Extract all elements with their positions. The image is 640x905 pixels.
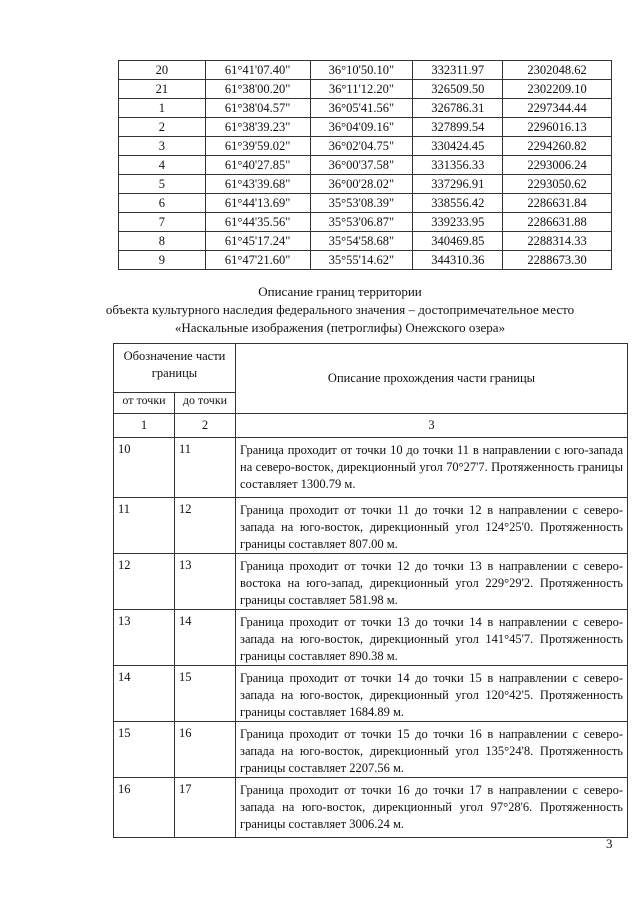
longitude: 36°04'09.16" bbox=[310, 118, 413, 137]
from-point: 12 bbox=[114, 554, 175, 610]
longitude: 35°55'14.62" bbox=[310, 251, 413, 270]
section-heading-name: «Наскальные изображения (петроглифы) Онежского озера» bbox=[174, 320, 506, 335]
to-point: 12 bbox=[175, 498, 236, 554]
point-number: 20 bbox=[119, 61, 206, 80]
column-number: 3 bbox=[236, 414, 628, 438]
boundary-description: Граница проходит от точки 11 до точки 12 в направлении с северо-запада на юго-восток, дирекционный угол 124°25'0. Протяженность границы составляет 807.00 м. bbox=[236, 498, 628, 554]
latitude: 61°44'35.56" bbox=[205, 213, 310, 232]
table-row bbox=[119, 175, 612, 194]
y-coordinate: 2288673.30 bbox=[503, 251, 612, 270]
latitude: 61°47'21.60" bbox=[205, 251, 310, 270]
from-point: 13 bbox=[114, 610, 175, 666]
table-row bbox=[119, 156, 612, 175]
boundary-description: Граница проходит от точки 14 до точки 15 в направлении с северо-запада на юго-восток, дирекционный угол 120°42'5. Протяженность границы составляет 1684.89 м. bbox=[236, 666, 628, 722]
latitude: 61°45'17.24" bbox=[205, 232, 310, 251]
x-coordinate: 327899.54 bbox=[413, 118, 503, 137]
to-point: 16 bbox=[175, 722, 236, 778]
x-coordinate: 339233.95 bbox=[413, 213, 503, 232]
x-coordinate: 344310.36 bbox=[413, 251, 503, 270]
x-coordinate: 326509.50 bbox=[413, 80, 503, 99]
y-coordinate: 2286631.84 bbox=[503, 194, 612, 213]
latitude: 61°41'07.40" bbox=[205, 61, 310, 80]
to-point: 15 bbox=[175, 666, 236, 722]
section-heading-title: Описание границ территории bbox=[258, 284, 422, 299]
longitude: 36°11'12.20" bbox=[310, 80, 413, 99]
point-number: 8 bbox=[119, 232, 206, 251]
point-number: 2 bbox=[119, 118, 206, 137]
boundary-description: Граница проходит от точки 13 до точки 14 в направлении с северо-запада на юго-восток, дирекционный угол 141°45'7. Протяженность границы составляет 890.38 м. bbox=[236, 610, 628, 666]
table-row bbox=[119, 194, 612, 213]
from-point: 14 bbox=[114, 666, 175, 722]
x-coordinate: 340469.85 bbox=[413, 232, 503, 251]
table-row bbox=[119, 232, 612, 251]
latitude: 61°38'04.57" bbox=[205, 99, 310, 118]
table-row bbox=[114, 778, 628, 838]
x-coordinate: 332311.97 bbox=[413, 61, 503, 80]
y-coordinate: 2297344.44 bbox=[503, 99, 612, 118]
from-point: 16 bbox=[114, 778, 175, 838]
table-row bbox=[114, 498, 628, 554]
header-boundary-part: Обозначение части границы bbox=[114, 344, 236, 393]
to-point: 11 bbox=[175, 438, 236, 498]
boundary-description: Граница проходит от точки 15 до точки 16 в направлении с северо-запада на юго-восток, дирекционный угол 135°24'8. Протяженность границы составляет 2207.56 м. bbox=[236, 722, 628, 778]
y-coordinate: 2288314.33 bbox=[503, 232, 612, 251]
x-coordinate: 326786.31 bbox=[413, 99, 503, 118]
table-row bbox=[114, 554, 628, 610]
longitude: 36°00'28.02" bbox=[310, 175, 413, 194]
table-row bbox=[119, 80, 612, 99]
boundary-description: Граница проходит от точки 12 до точки 13 в направлении с северо-востока на юго-запад, дирекционный угол 229°29'2. Протяженность границы составляет 581.98 м. bbox=[236, 554, 628, 610]
point-number: 6 bbox=[119, 194, 206, 213]
point-number: 21 bbox=[119, 80, 206, 99]
table-row bbox=[119, 99, 612, 118]
y-coordinate: 2293050.62 bbox=[503, 175, 612, 194]
to-point: 14 bbox=[175, 610, 236, 666]
point-number: 5 bbox=[119, 175, 206, 194]
x-coordinate: 338556.42 bbox=[413, 194, 503, 213]
table-row bbox=[114, 438, 628, 498]
point-number: 1 bbox=[119, 99, 206, 118]
y-coordinate: 2296016.13 bbox=[503, 118, 612, 137]
y-coordinate: 2302048.62 bbox=[503, 61, 612, 80]
longitude: 36°05'41.56" bbox=[310, 99, 413, 118]
boundary-description-table bbox=[113, 343, 628, 838]
longitude: 35°53'08.39" bbox=[310, 194, 413, 213]
from-point: 10 bbox=[114, 438, 175, 498]
latitude: 61°38'00.20" bbox=[205, 80, 310, 99]
table-row bbox=[119, 118, 612, 137]
table-row bbox=[119, 213, 612, 232]
longitude: 36°00'37.58" bbox=[310, 156, 413, 175]
x-coordinate: 330424.45 bbox=[413, 137, 503, 156]
column-number: 2 bbox=[175, 414, 236, 438]
longitude: 35°53'06.87" bbox=[310, 213, 413, 232]
latitude: 61°39'59.02" bbox=[205, 137, 310, 156]
table-row bbox=[119, 61, 612, 80]
point-number: 4 bbox=[119, 156, 206, 175]
section-heading-object: объекта культурного наследия федерального значения – достопримечательное место bbox=[105, 302, 575, 317]
coordinates-table bbox=[118, 60, 612, 270]
column-number: 1 bbox=[114, 414, 175, 438]
x-coordinate: 337296.91 bbox=[413, 175, 503, 194]
to-point: 13 bbox=[175, 554, 236, 610]
y-coordinate: 2294260.82 bbox=[503, 137, 612, 156]
table-row bbox=[114, 666, 628, 722]
point-number: 9 bbox=[119, 251, 206, 270]
point-number: 7 bbox=[119, 213, 206, 232]
boundary-description: Граница проходит от точки 10 до точки 11 в направлении с юго-запада на северо-восток, дирекционный угол 70°27'7. Протяженность границы составляет 1300.79 м. bbox=[236, 438, 628, 498]
to-point: 17 bbox=[175, 778, 236, 838]
x-coordinate: 331356.33 bbox=[413, 156, 503, 175]
latitude: 61°44'13.69" bbox=[205, 194, 310, 213]
y-coordinate: 2302209.10 bbox=[503, 80, 612, 99]
table-row bbox=[119, 137, 612, 156]
longitude: 36°02'04.75" bbox=[310, 137, 413, 156]
from-point: 15 bbox=[114, 722, 175, 778]
y-coordinate: 2286631.88 bbox=[503, 213, 612, 232]
header-from-point: от точки bbox=[114, 393, 175, 414]
longitude: 35°54'58.68" bbox=[310, 232, 413, 251]
latitude: 61°40'27.85" bbox=[205, 156, 310, 175]
latitude: 61°38'39.23" bbox=[205, 118, 310, 137]
point-number: 3 bbox=[119, 137, 206, 156]
header-description: Описание прохождения части границы bbox=[236, 344, 628, 414]
table-row bbox=[119, 251, 612, 270]
table-row bbox=[114, 722, 628, 778]
y-coordinate: 2293006.24 bbox=[503, 156, 612, 175]
longitude: 36°10'50.10" bbox=[310, 61, 413, 80]
latitude: 61°43'39.68" bbox=[205, 175, 310, 194]
header-to-point: до точки bbox=[175, 393, 236, 414]
page-number: 3 bbox=[606, 836, 613, 851]
boundary-description: Граница проходит от точки 16 до точки 17 в направлении с северо-запада на юго-восток, дирекционный угол 97°28'6. Протяженность границы составляет 3006.24 м. bbox=[236, 778, 628, 838]
from-point: 11 bbox=[114, 498, 175, 554]
table-row bbox=[114, 610, 628, 666]
